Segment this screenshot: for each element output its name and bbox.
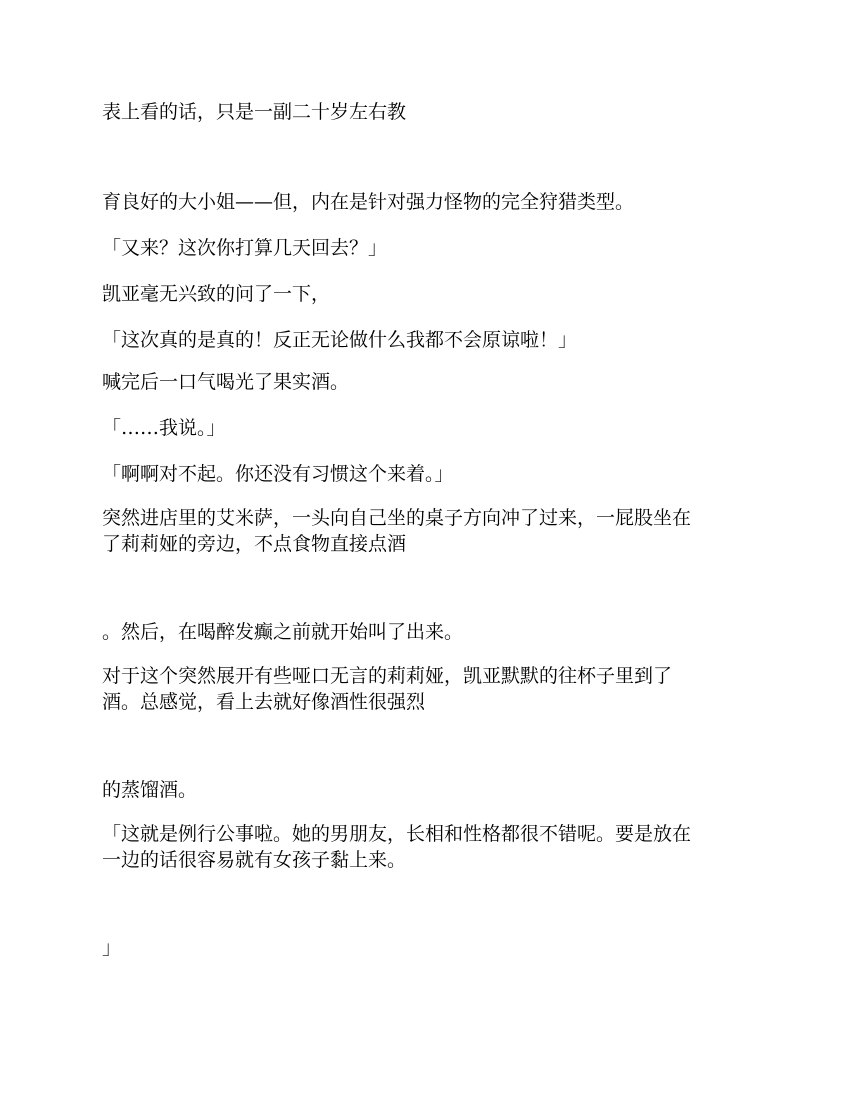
text-line: 喊完后一口气喝光了果实酒。 [102, 371, 350, 393]
text-line: 表上看的话，只是一副二十岁左右教 [102, 101, 407, 123]
text-line: 育良好的大小姐——但，内在是针对强力怪物的完全狩猎类型。 [102, 191, 635, 213]
text-line: 凯亚毫无兴致的问了一下， [102, 283, 331, 305]
text-line: 」 [102, 937, 122, 959]
text-line: 「这次真的是真的！反正无论做什么我都不会原谅啦！」 [102, 329, 578, 351]
text-line: 对于这个突然展开有些哑口无言的莉莉娅，凯亚默默的往杯子里到了 [102, 665, 673, 687]
text-line: 一边的话很容易就有女孩子黏上来。 [102, 849, 407, 871]
text-line: 的蒸馏酒。 [102, 779, 198, 801]
text-line: 突然进店里的艾米萨，一头向自己坐的桌子方向冲了过来，一屁股坐在 [102, 507, 692, 529]
text-line: 「又来？这次你打算几天回去？」 [102, 237, 388, 259]
text-line: 「啊啊对不起。你还没有习惯这个来着。」 [102, 463, 454, 485]
text-line: 酒。总感觉，看上去就好像酒性很强烈 [102, 691, 426, 713]
text-line: 了莉莉娅的旁边，不点食物直接点酒 [102, 533, 407, 555]
text-line: 「这就是例行公事啦。她的男朋友，长相和性格都很不错呢。要是放在 [102, 823, 692, 845]
text-line: 。然后，在喝醉发癫之前就开始叫了出来。 [102, 621, 464, 643]
text-line: 「……我说。」 [102, 417, 226, 439]
